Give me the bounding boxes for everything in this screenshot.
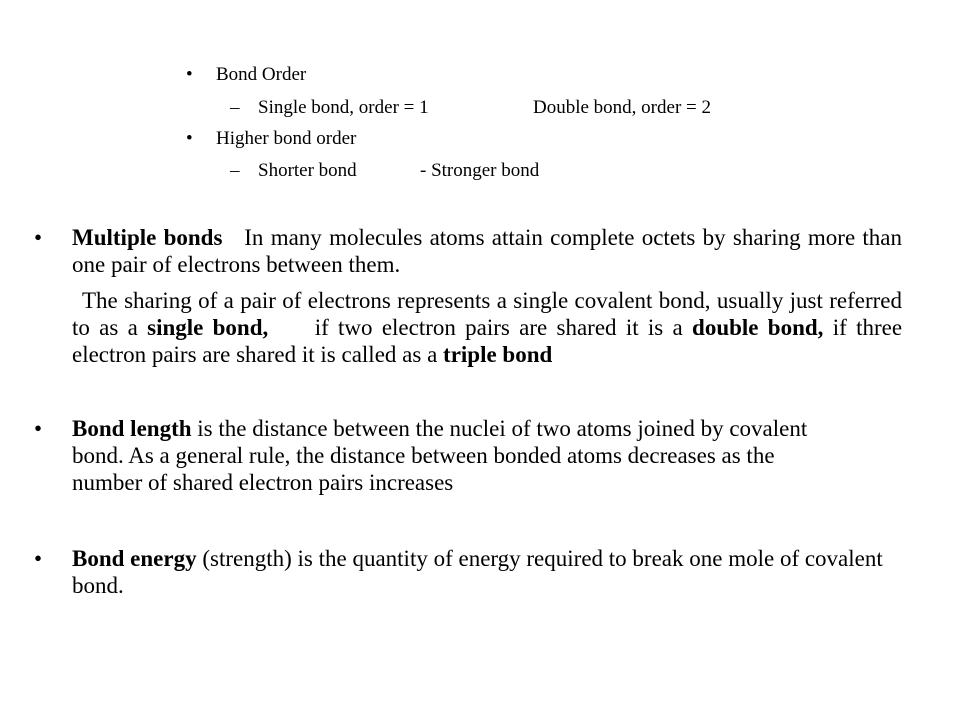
bullet-icon: •: [186, 128, 193, 149]
bond-energy-term: Bond energy: [72, 546, 197, 571]
bond-length-term: Bond length: [72, 416, 192, 441]
bond-length-text: is the distance between the nuclei of two atoms joined by covalent bond. As a general rule, the distance between bonded atoms decreases as the number of shared electron pairs increases: [72, 416, 808, 495]
single-bond-order: Single bond, order = 1: [258, 97, 429, 118]
shorter-bond: Shorter bond: [258, 160, 357, 181]
sharing-part3: if three electron pairs are shared it is called as a: [72, 315, 903, 367]
sharing-part1: The sharing of a pair of electrons represents a single covalent bond, usually just referred to as a: [72, 288, 902, 340]
bullet-icon: •: [34, 416, 43, 441]
bullet-icon: •: [186, 64, 193, 85]
higher-order-heading: Higher bond order: [216, 128, 357, 149]
bond-energy-text: (strength) is the quantity of energy required to break one mole of covalent bond.: [72, 546, 883, 598]
multiple-bonds-paragraph: [72, 224, 902, 278]
sharing-part2: if two electron pairs are shared it is a: [314, 315, 683, 340]
multiple-bonds-term: Multiple bonds: [72, 225, 223, 250]
bullet-icon: •: [34, 546, 43, 571]
triple-bond-term: triple bond: [443, 342, 553, 367]
bullet-icon: •: [34, 225, 43, 250]
bond-energy-paragraph: [72, 545, 902, 599]
double-bond-order: Double bond, order = 2: [533, 97, 711, 118]
single-bond-term: single bond,: [147, 315, 269, 340]
higher-order-item: [186, 128, 193, 150]
multiple-bonds-text: In many molecules atoms attain complete octets by sharing more than one pair of electrons between them.: [72, 225, 903, 277]
bond-length-paragraph: [72, 415, 832, 496]
stronger-bond: - Stronger bond: [420, 160, 540, 181]
dash-icon: –: [230, 97, 240, 118]
bond-order-heading: Bond Order: [216, 64, 307, 85]
dash-icon: –: [230, 160, 240, 181]
double-bond-term: double bond,: [692, 315, 824, 340]
sharing-paragraph: [72, 287, 902, 368]
bond-order-item: [186, 64, 193, 86]
